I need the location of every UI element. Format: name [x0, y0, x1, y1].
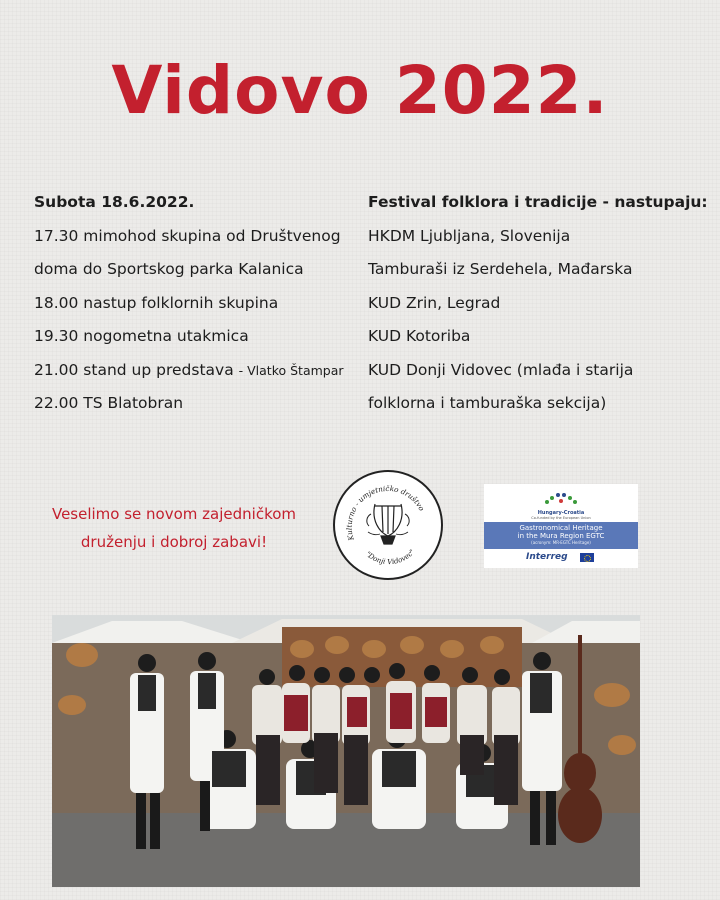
program-line: doma do Sportskog parka Kalanica: [34, 260, 304, 278]
project-acronym: (acronym: MR-EGTC Heritage): [531, 540, 591, 545]
festival-performer: folklorna i tamburaška sekcija): [368, 394, 607, 412]
program-column: [34, 186, 354, 421]
program-line: 19.30 nogometna utakmica: [34, 327, 249, 345]
project-line: in the Mura Region EGTC: [517, 532, 605, 540]
hungary-croatia-icon: [484, 490, 638, 512]
festival-column: [368, 186, 708, 421]
interreg-partner-logo: [484, 484, 638, 568]
invitation-line: Veselimo se novom zajedničkom: [51, 505, 297, 523]
festival-heading: Festival folklora i tradicije - nastupaju:: [368, 193, 708, 211]
poster-title: Vidovo 2022.: [111, 52, 609, 129]
interreg-wordmark: Interreg: [526, 552, 568, 562]
project-band: [484, 522, 638, 549]
festival-performer: HKDM Ljubljana, Slovenija: [368, 226, 571, 245]
performer-note: - Vlatko Štampar: [238, 362, 344, 378]
program-sub: Co-funded by the European Union: [531, 516, 591, 520]
program-date-heading: Subota 18.6.2022.: [34, 193, 195, 211]
seal-graphic: [335, 472, 441, 578]
program-line: 22.00 TS Blatobran: [34, 394, 184, 412]
svg-text:"Donji Vidovec": [364, 548, 416, 566]
festival-performer: KUD Donji Vidovec (mlađa i starija: [368, 360, 634, 379]
program-line-text: 21.00 stand up predstava: [34, 360, 234, 379]
program-line: [34, 354, 354, 388]
invitation-text: [40, 500, 308, 556]
festival-performer: KUD Zrin, Legrad: [368, 293, 501, 312]
lyre-icon: [367, 504, 409, 544]
eu-flag-icon: [580, 553, 594, 562]
festival-performer: Tamburaši iz Serdehela, Mađarska: [368, 260, 633, 278]
project-line: Gastronomical Heritage: [519, 524, 603, 532]
kud-seal-logo: [333, 470, 443, 580]
program-line: 17.30 mimohod skupina od Društvenog: [34, 226, 341, 245]
seal-ring-text: Kulturno - umjetničko društvo: [344, 483, 427, 542]
program-line: 18.00 nastup folklornih skupina: [34, 293, 279, 312]
invitation-line: druženju i dobroj zabavi!: [80, 533, 268, 551]
festival-performer: KUD Kotoriba: [368, 327, 471, 345]
program-name: Hungary-Croatia: [537, 510, 585, 516]
seal-bottom-text: "Donji Vidovec": [364, 547, 417, 567]
folklore-group-photo: [52, 615, 640, 887]
svg-text:Kulturno - umjetničko društvo: [345, 484, 427, 543]
